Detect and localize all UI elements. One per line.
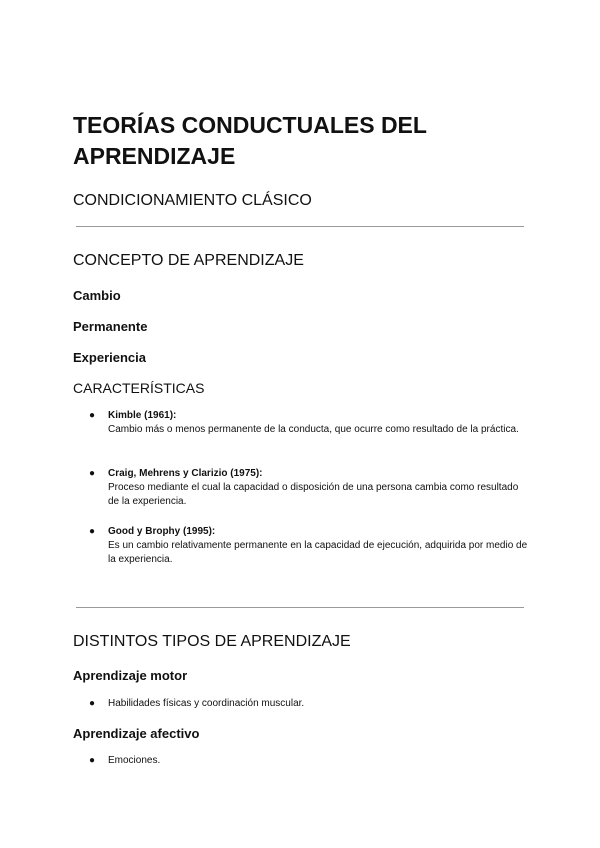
heading-condicionamiento-clasico: CONDICIONAMIENTO CLÁSICO: [73, 192, 312, 209]
list-item: [78, 697, 528, 711]
heading-distintos-tipos: DISTINTOS TIPOS DE APRENDIZAJE: [73, 633, 351, 650]
bullet-icon: ●: [89, 526, 96, 537]
horizontal-divider: [76, 226, 524, 227]
definition-author: Craig, Mehrens y Clarizio (1975):: [108, 468, 263, 479]
bullet-icon: ●: [89, 468, 96, 479]
heading-caracteristicas: CARACTERÍSTICAS: [73, 380, 205, 396]
heading-concepto-de-aprendizaje: CONCEPTO DE APRENDIZAJE: [73, 252, 304, 269]
definition-author: Kimble (1961):: [108, 410, 177, 421]
motor-list: [78, 697, 528, 711]
list-item: [78, 754, 528, 768]
type-aprendizaje-afectivo: Aprendizaje afectivo: [73, 726, 200, 741]
list-item: [78, 525, 528, 583]
term-permanente: Permanente: [73, 319, 148, 334]
type-aprendizaje-motor: Aprendizaje motor: [73, 668, 188, 683]
list-item: [78, 409, 528, 467]
list-item: [78, 467, 528, 525]
list-item-text: Emociones.: [108, 755, 161, 766]
term-cambio: Cambio: [73, 288, 121, 303]
definition-text: Es un cambio relativamente permanente en la capacidad de ejecución, adquirida por medio de la experiencia.: [108, 540, 528, 565]
definition-text: Cambio más o menos permanente de la conducta, que ocurre como resultado de la práctica.: [108, 424, 519, 435]
definitions-list: [78, 409, 528, 583]
bullet-icon: ●: [89, 755, 96, 766]
horizontal-divider: [76, 607, 524, 608]
afectivo-list: [78, 754, 528, 768]
document-title: TEORÍAS CONDUCTUALES DEL APRENDIZAJE: [73, 112, 427, 169]
list-item-text: Habilidades físicas y coordinación muscular.: [108, 698, 305, 709]
term-experiencia: Experiencia: [73, 350, 146, 365]
bullet-icon: ●: [89, 698, 96, 709]
definition-text: Proceso mediante el cual la capacidad o disposición de una persona cambia como resultado de la experiencia.: [108, 482, 519, 507]
bullet-icon: ●: [89, 410, 96, 421]
definition-author: Good y Brophy (1995):: [108, 526, 216, 537]
